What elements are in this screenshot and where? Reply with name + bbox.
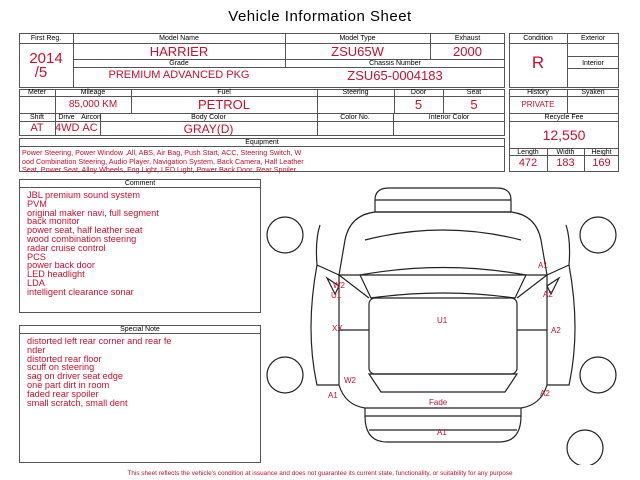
- damage-mark-left-side: XX: [332, 324, 343, 333]
- equipment-line: Power Steering, Power Window ,All, ABS, Air Bag, Push Start, ACC, Steering Switch, W: [22, 148, 302, 157]
- aircon-label: Aircon: [81, 114, 101, 121]
- comment-list: [27, 191, 159, 297]
- width-value: 183: [556, 157, 575, 169]
- recycle-fee-value: 12,550: [542, 127, 586, 143]
- drive-label: Drive: [58, 114, 75, 121]
- wheel-rear-left: [267, 357, 303, 393]
- length-label: Length: [517, 149, 539, 156]
- first-reg-year: 2014: [29, 50, 63, 67]
- special-note-item: sag on driver seat edge: [27, 371, 124, 382]
- first-reg-month: /5: [34, 64, 48, 81]
- comment-item: power seat, half leather seat: [27, 225, 143, 236]
- steering-label: Steering: [342, 89, 369, 96]
- interior-color-label: Interior Color: [428, 114, 470, 121]
- comment-item: radar cruise control: [27, 242, 106, 253]
- meter-label: Meter: [28, 89, 46, 96]
- seat-label: Seat: [466, 89, 482, 96]
- first-reg-label: First Reg.: [30, 35, 62, 42]
- rear-window: [369, 374, 517, 392]
- door-label: Door: [410, 89, 427, 96]
- damage-mark-right-rear-door: A2: [551, 326, 561, 335]
- left-front-fender: [285, 220, 305, 250]
- body-color-value: GRAY(D): [183, 122, 234, 136]
- special-note-item: one part dirt in room: [27, 379, 110, 390]
- roof: [369, 298, 517, 374]
- sheet-title: Vehicle Information Sheet: [228, 8, 412, 25]
- model-type-value: ZSU65W: [331, 44, 384, 59]
- color-no-label: Color No.: [340, 114, 370, 121]
- wheel-front-right: [580, 217, 616, 253]
- comment-item: power back door: [27, 260, 95, 271]
- seat-value: 5: [470, 97, 478, 112]
- equipment-line: Seat, Power Seat, Alloy Wheels, Fog Light, LED Light, Power Back Door, Rear Spoiler: [22, 165, 297, 175]
- comment-item: PCS: [27, 251, 46, 262]
- height-value: 169: [592, 157, 611, 169]
- chassis-number-label: Chassis Number: [369, 60, 421, 67]
- special-note-item: faded rear spoiler: [27, 388, 99, 399]
- damage-mark-roof: U1: [437, 316, 448, 325]
- chassis-number-value: ZSU65-0004183: [347, 68, 443, 83]
- wheel-front-left: [267, 217, 303, 253]
- windshield: [360, 268, 526, 299]
- spare-wheel: [567, 430, 603, 465]
- special-note-item: nder: [27, 344, 46, 355]
- fuel-value: PETROL: [197, 97, 250, 112]
- model-type-label: Model Type: [339, 35, 376, 42]
- equipment-label: Equipment: [245, 139, 279, 146]
- history-value: PRIVATE: [521, 100, 555, 109]
- damage-mark-right-front-door: A2: [543, 290, 553, 299]
- damage-mark-u1-upper: U1: [331, 291, 342, 300]
- wheel-rear-right: [580, 357, 616, 393]
- fuel-label: Fuel: [217, 89, 231, 96]
- special-note-item: scuff on steering: [27, 362, 95, 373]
- condition-label: Condition: [523, 35, 553, 42]
- condition-value: R: [531, 53, 545, 72]
- equipment-line: ood Combination Steering, Audio Player, Navigation System, Back Camera, Half Leather: [22, 156, 304, 166]
- special-note-item: distorted left rear corner and rear fe: [27, 336, 172, 346]
- damage-mark-w2-upper: W2: [333, 281, 345, 290]
- grade-label: Grade: [169, 60, 189, 67]
- comment-item: intelligent clearance sonar: [27, 286, 134, 297]
- comment-item: original maker navi, full segment: [27, 207, 159, 218]
- body-color-label: Body Color: [191, 114, 226, 121]
- comment-item: JBL premium sound system: [27, 190, 141, 200]
- special-note-item: distorted rear floor: [27, 353, 102, 364]
- mileage-value: 85,000 KM: [68, 99, 118, 110]
- disclaimer-footer: This sheet reflects the vehicle's condition at issuance and does not guarantee its current state, functionality, or suitability for any purpose: [127, 470, 513, 477]
- special-note-list: [27, 337, 172, 407]
- syaken-label: Syaken: [581, 89, 605, 96]
- comment-item: wood combination steering: [27, 233, 137, 244]
- exterior-label: Exterior: [580, 35, 606, 42]
- shift-label: Shift: [29, 114, 44, 121]
- drive-value: 4WD: [55, 122, 80, 134]
- comment-item: PVM: [27, 198, 47, 209]
- aircon-value: AC: [82, 122, 98, 134]
- damage-mark-right-rear-corner: A2: [540, 389, 550, 398]
- damage-mark-rear: Fade: [429, 398, 448, 407]
- comment-item: back monitor: [27, 216, 80, 227]
- mileage-label: Mileage: [80, 89, 106, 96]
- damage-mark-front-right: A1: [538, 261, 548, 270]
- model-name-label: Model Name: [159, 35, 199, 42]
- hood: [339, 212, 547, 275]
- length-value: 472: [518, 157, 538, 169]
- exhaust-value: 2000: [453, 44, 482, 59]
- shift-value: AT: [30, 122, 44, 134]
- height-label: Height: [591, 149, 612, 156]
- comment-item: LED headlight: [27, 269, 85, 280]
- special-note-label: Special Note: [120, 326, 160, 333]
- recycle-fee-label: Recycle Fee: [544, 114, 584, 121]
- door-value: 5: [414, 97, 423, 112]
- interior-label: Interior: [582, 60, 604, 67]
- special-note-item: small scratch, small dent: [27, 397, 128, 408]
- comment-item: LDA: [27, 277, 45, 288]
- width-label: Width: [556, 149, 575, 156]
- history-label: History: [527, 89, 549, 96]
- damage-mark-rear-bumper: A1: [437, 428, 447, 437]
- grade-value: PREMIUM ADVANCED PKG: [108, 69, 250, 81]
- exhaust-label: Exhaust: [454, 35, 481, 42]
- comment-label: Comment: [124, 180, 156, 187]
- equipment-list: [22, 149, 414, 175]
- damage-mark-left-rear-corner: A1: [328, 391, 338, 400]
- damage-mark-w2-lower: W2: [344, 376, 356, 385]
- model-name-value: HARRIER: [149, 44, 209, 59]
